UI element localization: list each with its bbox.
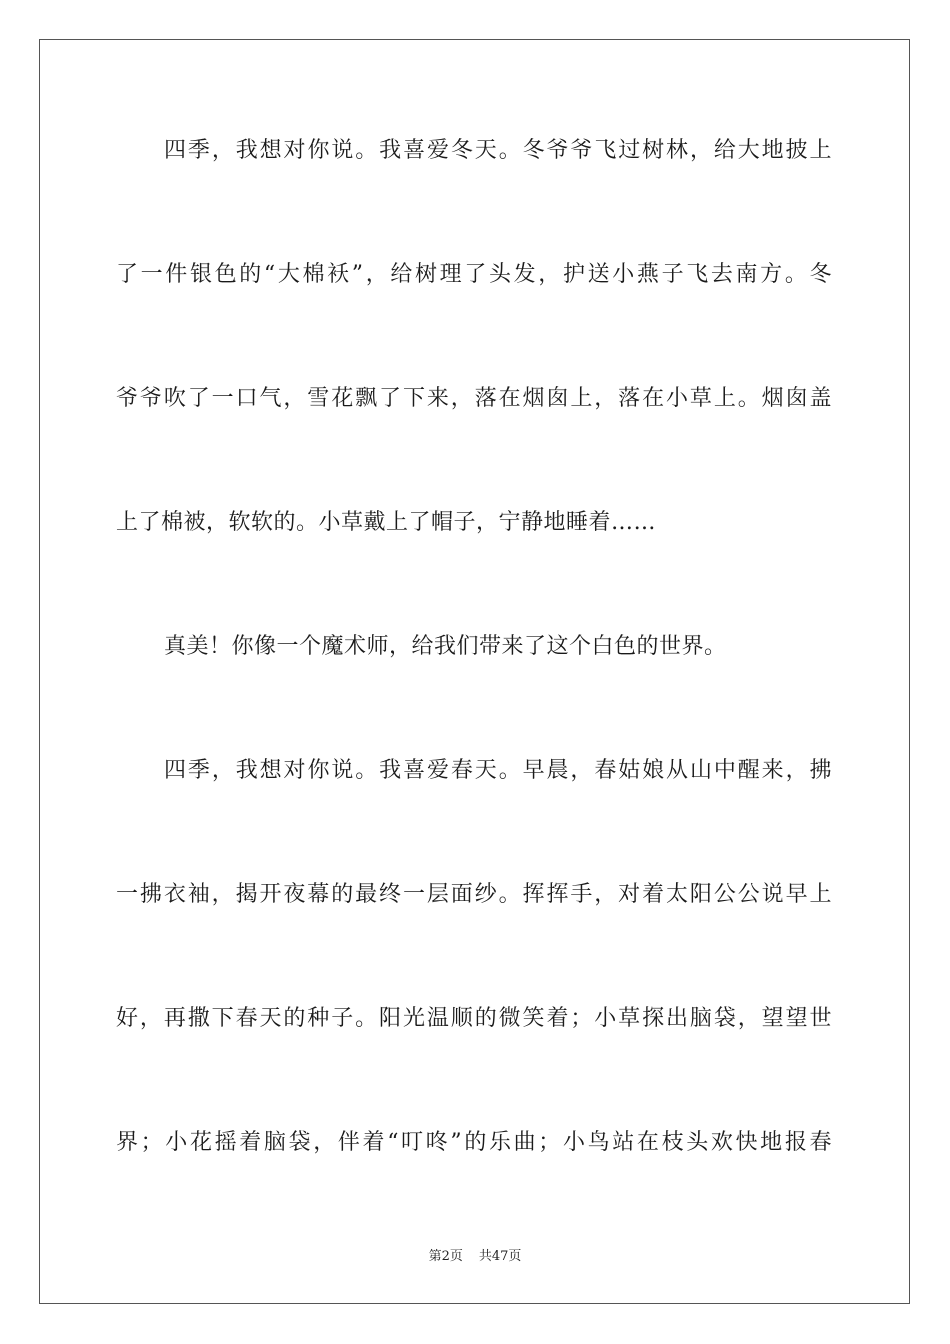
page-number: 第2页 <box>428 1249 463 1264</box>
paragraph-line: 四季，我想对你说。我喜爱冬天。冬爷爷飞过树林，给大地披上 <box>164 138 832 163</box>
page-border <box>39 39 910 1304</box>
paragraph-line: 真美！你像一个魔术师，给我们带来了这个白色的世界。 <box>164 634 727 659</box>
paragraph-line: 四季，我想对你说。我喜爱春天。早晨，春姑娘从山中醒来，拂 <box>164 758 832 783</box>
paragraph-line: 上了棉被，软软的。小草戴上了帽子，宁静地睡着…… <box>116 510 657 535</box>
page-footer <box>0 1245 950 1264</box>
paragraph-line: 界；小花摇着脑袋，伴着“叮咚”的乐曲；小鸟站在枝头欢快地报春 <box>116 1130 832 1155</box>
paragraph-line: 了一件银色的“大棉袄”，给树理了头发，护送小燕子飞去南方。冬 <box>116 262 832 287</box>
paragraph-line: 好，再撒下春天的种子。阳光温顺的微笑着；小草探出脑袋，望望世 <box>116 1006 832 1031</box>
total-pages: 共47页 <box>478 1249 522 1264</box>
paragraph-line: 一拂衣袖，揭开夜幕的最终一层面纱。挥挥手，对着太阳公公说早上 <box>116 882 832 907</box>
paragraph-line: 爷爷吹了一口气，雪花飘了下来，落在烟囱上，落在小草上。烟囱盖 <box>116 386 832 411</box>
